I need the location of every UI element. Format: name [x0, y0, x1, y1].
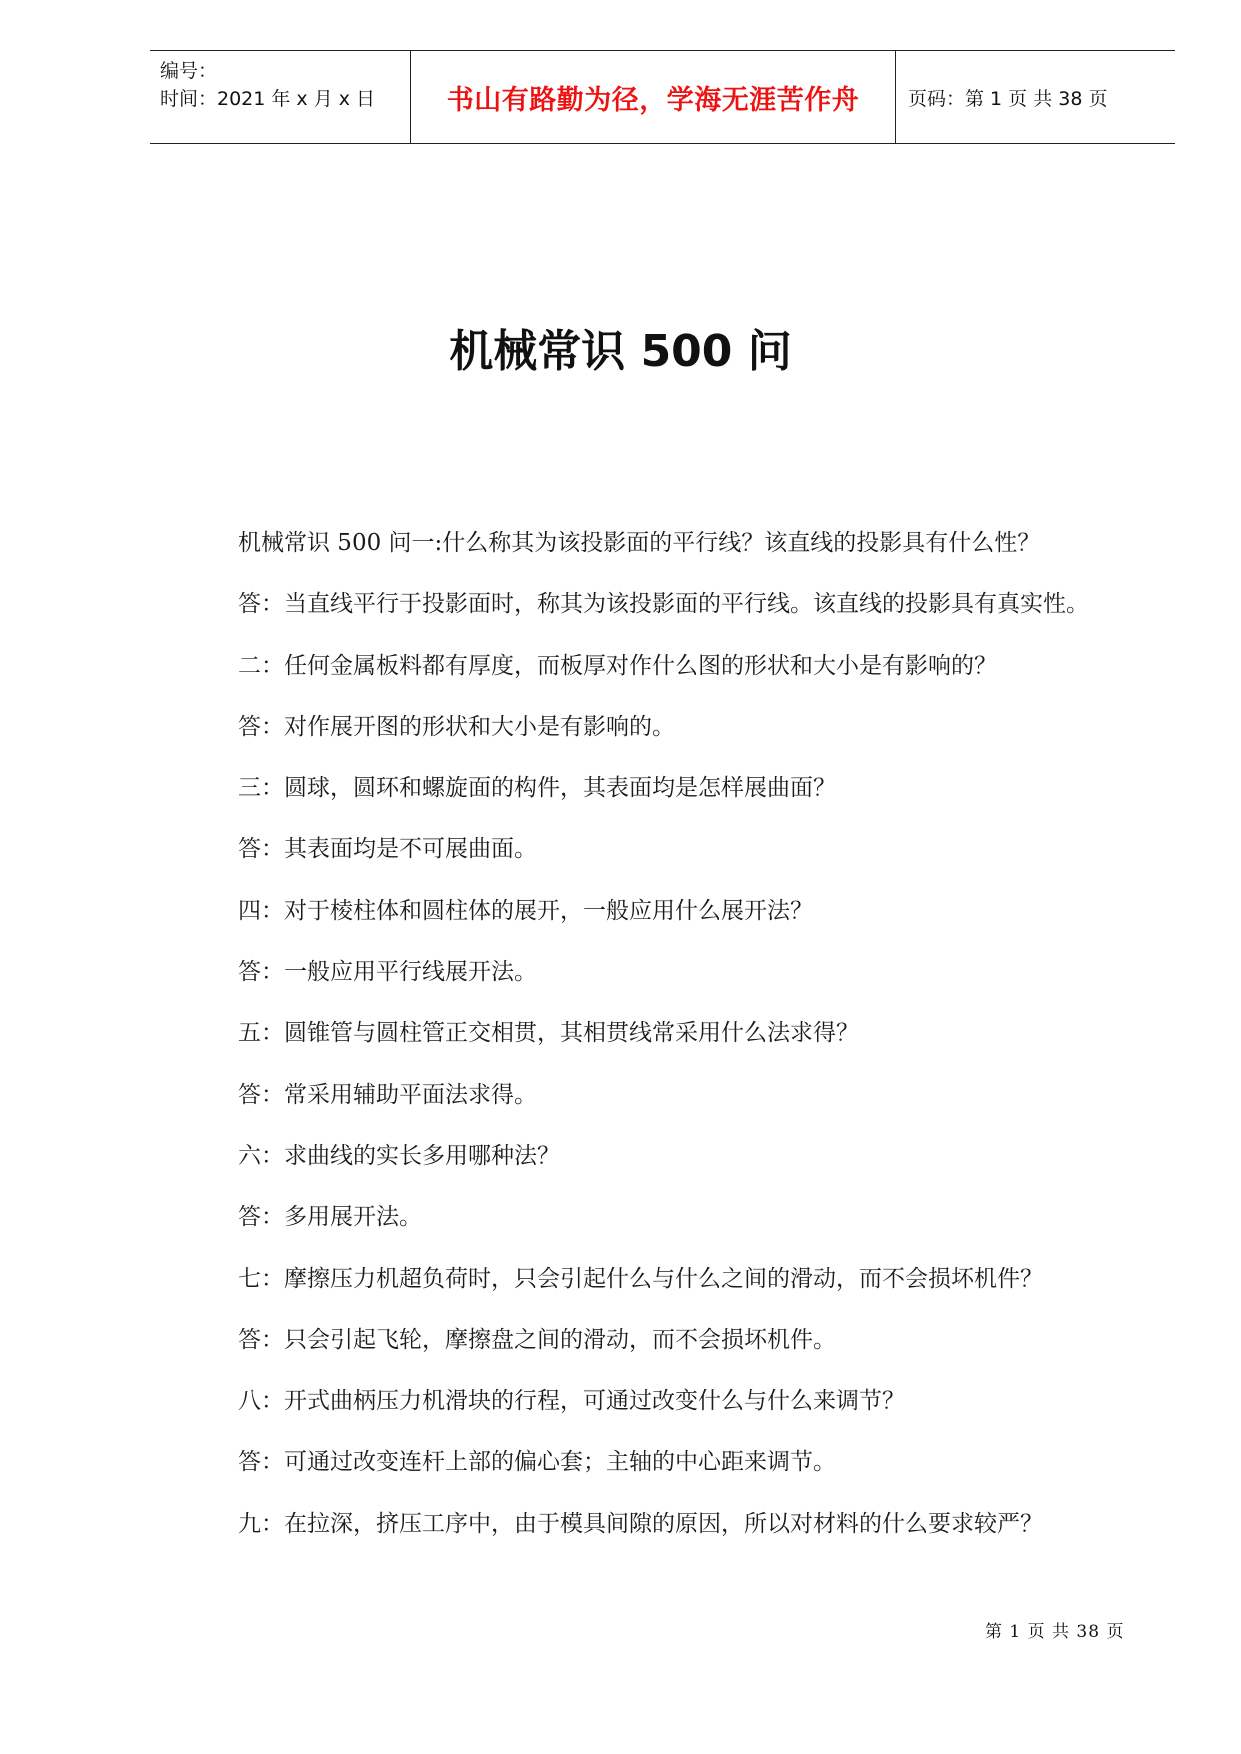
- answer-line: 答：对作展开图的形状和大小是有影响的。: [238, 713, 675, 740]
- answer-line: 答：常采用辅助平面法求得。: [238, 1081, 537, 1108]
- page-footer: 第 1 页 共 38 页: [985, 1622, 1125, 1642]
- question-line: 八：开式曲柄压力机滑块的行程，可通过改变什么与什么来调节？: [238, 1388, 905, 1415]
- header-table: [150, 50, 1175, 144]
- number-label: 编号：: [160, 60, 218, 82]
- answer-line: 答：只会引起飞轮，摩擦盘之间的滑动，而不会损坏机件。: [238, 1326, 836, 1353]
- answer-line: 答：其表面均是不可展曲面。: [238, 836, 537, 863]
- answer-line: 答：可通过改变连杆上部的偏心套；主轴的中心距来调节。: [238, 1449, 836, 1476]
- question-line: 四：对于棱柱体和圆柱体的展开，一般应用什么展开法？: [238, 897, 813, 924]
- answer-line: 答：当直线平行于投影面时，称其为该投影面的平行线。该直线的投影具有真实性。: [238, 591, 1089, 618]
- page-label: 页码：第 1 页 共 38 页: [908, 87, 1108, 110]
- time-label: 时间：2021 年 x 月 x 日: [160, 88, 376, 110]
- question-line: 机械常识 500 问一:什么称其为该投影面的平行线？该直线的投影具有什么性？: [238, 530, 1041, 556]
- answer-line: 答：一般应用平行线展开法。: [238, 959, 537, 986]
- qa-list: [238, 524, 1168, 1566]
- question-line: 六：求曲线的实长多用哪种法？: [238, 1142, 560, 1169]
- question-line: 二：任何金属板料都有厚度，而板厚对作什么图的形状和大小是有影响的？: [238, 652, 997, 679]
- question-line: 七：摩擦压力机超负荷时，只会引起什么与什么之间的滑动，而不会损坏机件？: [238, 1265, 1043, 1292]
- header-motto-cell: [410, 51, 896, 143]
- header-info-cell: [150, 51, 410, 143]
- question-line: 五：圆锥管与圆柱管正交相贯，其相贯线常采用什么法求得？: [238, 1020, 859, 1047]
- motto: 书山有路勤为径，学海无涯苦作舟: [446, 84, 860, 116]
- answer-line: 答：多用展开法。: [238, 1204, 422, 1231]
- question-line: 三：圆球，圆环和螺旋面的构件，其表面均是怎样展曲面？: [238, 775, 836, 802]
- question-line: 九：在拉深，挤压工序中，由于模具间隙的原因，所以对材料的什么要求较严？: [238, 1510, 1043, 1537]
- document-title: 机械常识 500 问: [449, 326, 792, 377]
- header-page-cell: [896, 51, 1175, 143]
